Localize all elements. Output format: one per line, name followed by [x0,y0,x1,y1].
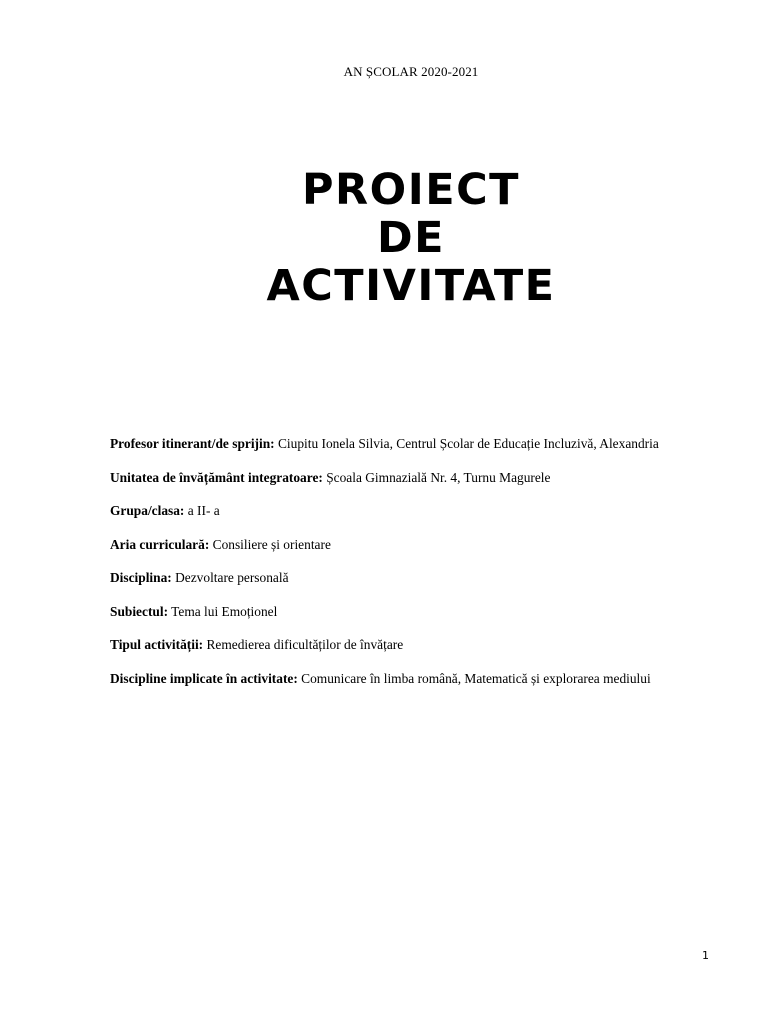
field-value: Ciupitu Ionela Silvia, Centrul Școlar de Educație Incluzivă, Alexandria [278,436,659,451]
field-label: Disciplina: [110,570,172,585]
field-aria-curriculara [110,537,713,553]
field-label: Profesor itinerant/de sprijin: [110,436,275,451]
field-label: Unitatea de învățământ integratoare: [110,469,323,485]
field-label: Subiectul: [110,603,169,619]
field-value: Consiliere și orientare [212,536,331,552]
field-value: Școala Gimnazială Nr. 4, Turnu Magurele [326,469,551,485]
title-line-activitate: ACTIVITATE [266,261,556,311]
field-value: Dezvoltare personală [175,570,289,585]
field-discipline-implicate [110,671,713,687]
field-value: Comunicare în limba română, Matematică și explorarea mediului [301,670,651,686]
field-profesor [110,436,713,452]
field-label: Discipline implicate în activitate: [110,670,298,686]
document-title [0,166,768,310]
field-label: Tipul activității: [110,637,204,652]
title-line-de: DE [376,213,446,263]
page-number: 1 [702,949,709,962]
field-disciplina [110,570,713,586]
title-line-proiect: PROIECT [302,165,520,215]
field-subiectul [110,604,713,620]
school-year-header: AN ȘCOLAR 2020-2021 [343,64,479,79]
field-value: a II- a [187,503,220,518]
field-value: Remedierea dificultăților de învățare [206,637,404,652]
field-label: Aria curriculară: [110,536,210,552]
field-label: Grupa/clasa: [110,503,185,518]
field-grupa-clasa [110,503,713,519]
project-fields [110,436,713,704]
field-unitatea [110,470,713,486]
field-tipul-activitatii [110,637,713,653]
field-value: Tema lui Emoționel [171,603,278,619]
